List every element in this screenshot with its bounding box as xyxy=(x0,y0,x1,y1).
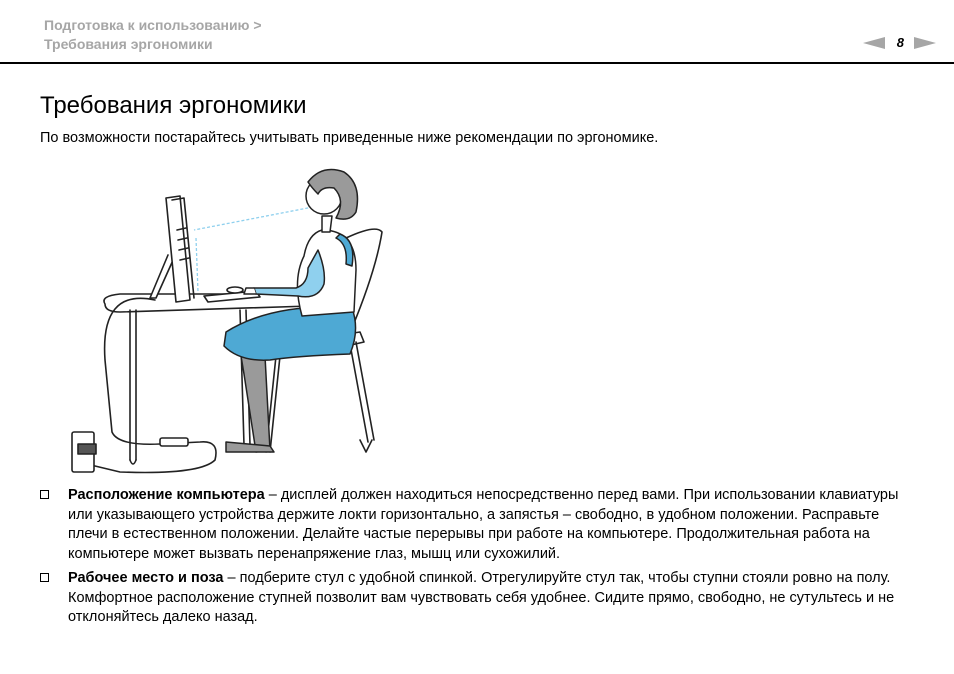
recommendations-list xyxy=(40,486,920,633)
page-title: Требования эргономики xyxy=(40,92,307,119)
item-term: Рабочее место и поза xyxy=(68,570,224,586)
list-item xyxy=(40,569,920,628)
checkbox-bullet-icon xyxy=(40,490,49,499)
page-number: 8 xyxy=(896,35,904,50)
item-term: Расположение компьютера xyxy=(68,487,265,503)
checkbox-bullet-icon xyxy=(40,573,49,582)
breadcrumb xyxy=(44,16,262,54)
page-navigation xyxy=(863,35,936,50)
list-item xyxy=(40,486,920,564)
next-page-arrow-icon[interactable] xyxy=(914,37,936,49)
item-text: – подберите стул с удобной спинкой. Отрегулируйте стул так, чтобы ступни стояли ровно на полу. Комфортное расположение ступней позволит вам чувствовать себя удобнее. Сидите прямо, свободно, не сутультесь и не отклоняйтесь далеко назад. xyxy=(68,570,895,625)
breadcrumb-parent-link[interactable]: Подготовка к использованию > xyxy=(44,17,262,33)
page-header xyxy=(0,0,954,64)
breadcrumb-current: Требования эргономики xyxy=(44,36,213,52)
intro-paragraph: По возможности постарайтесь учитывать приведенные ниже рекомендации по эргономике. xyxy=(40,130,659,146)
header-divider xyxy=(0,62,954,64)
previous-page-arrow-icon[interactable] xyxy=(863,37,885,49)
ergonomics-illustration xyxy=(60,160,400,480)
item-text: – дисплей должен находиться непосредственно перед вами. При использовании клавиатуры или указывающего устройства держите локти горизонтально, а запястья – свободно, в удобном положении. Расправьте плечи в естественном положении. Делайте частые перерывы при работе на компьютере. Продолжительная работа на компьютере может вызвать перенапряжение глаз, мышц или сухожилий. xyxy=(68,487,899,562)
